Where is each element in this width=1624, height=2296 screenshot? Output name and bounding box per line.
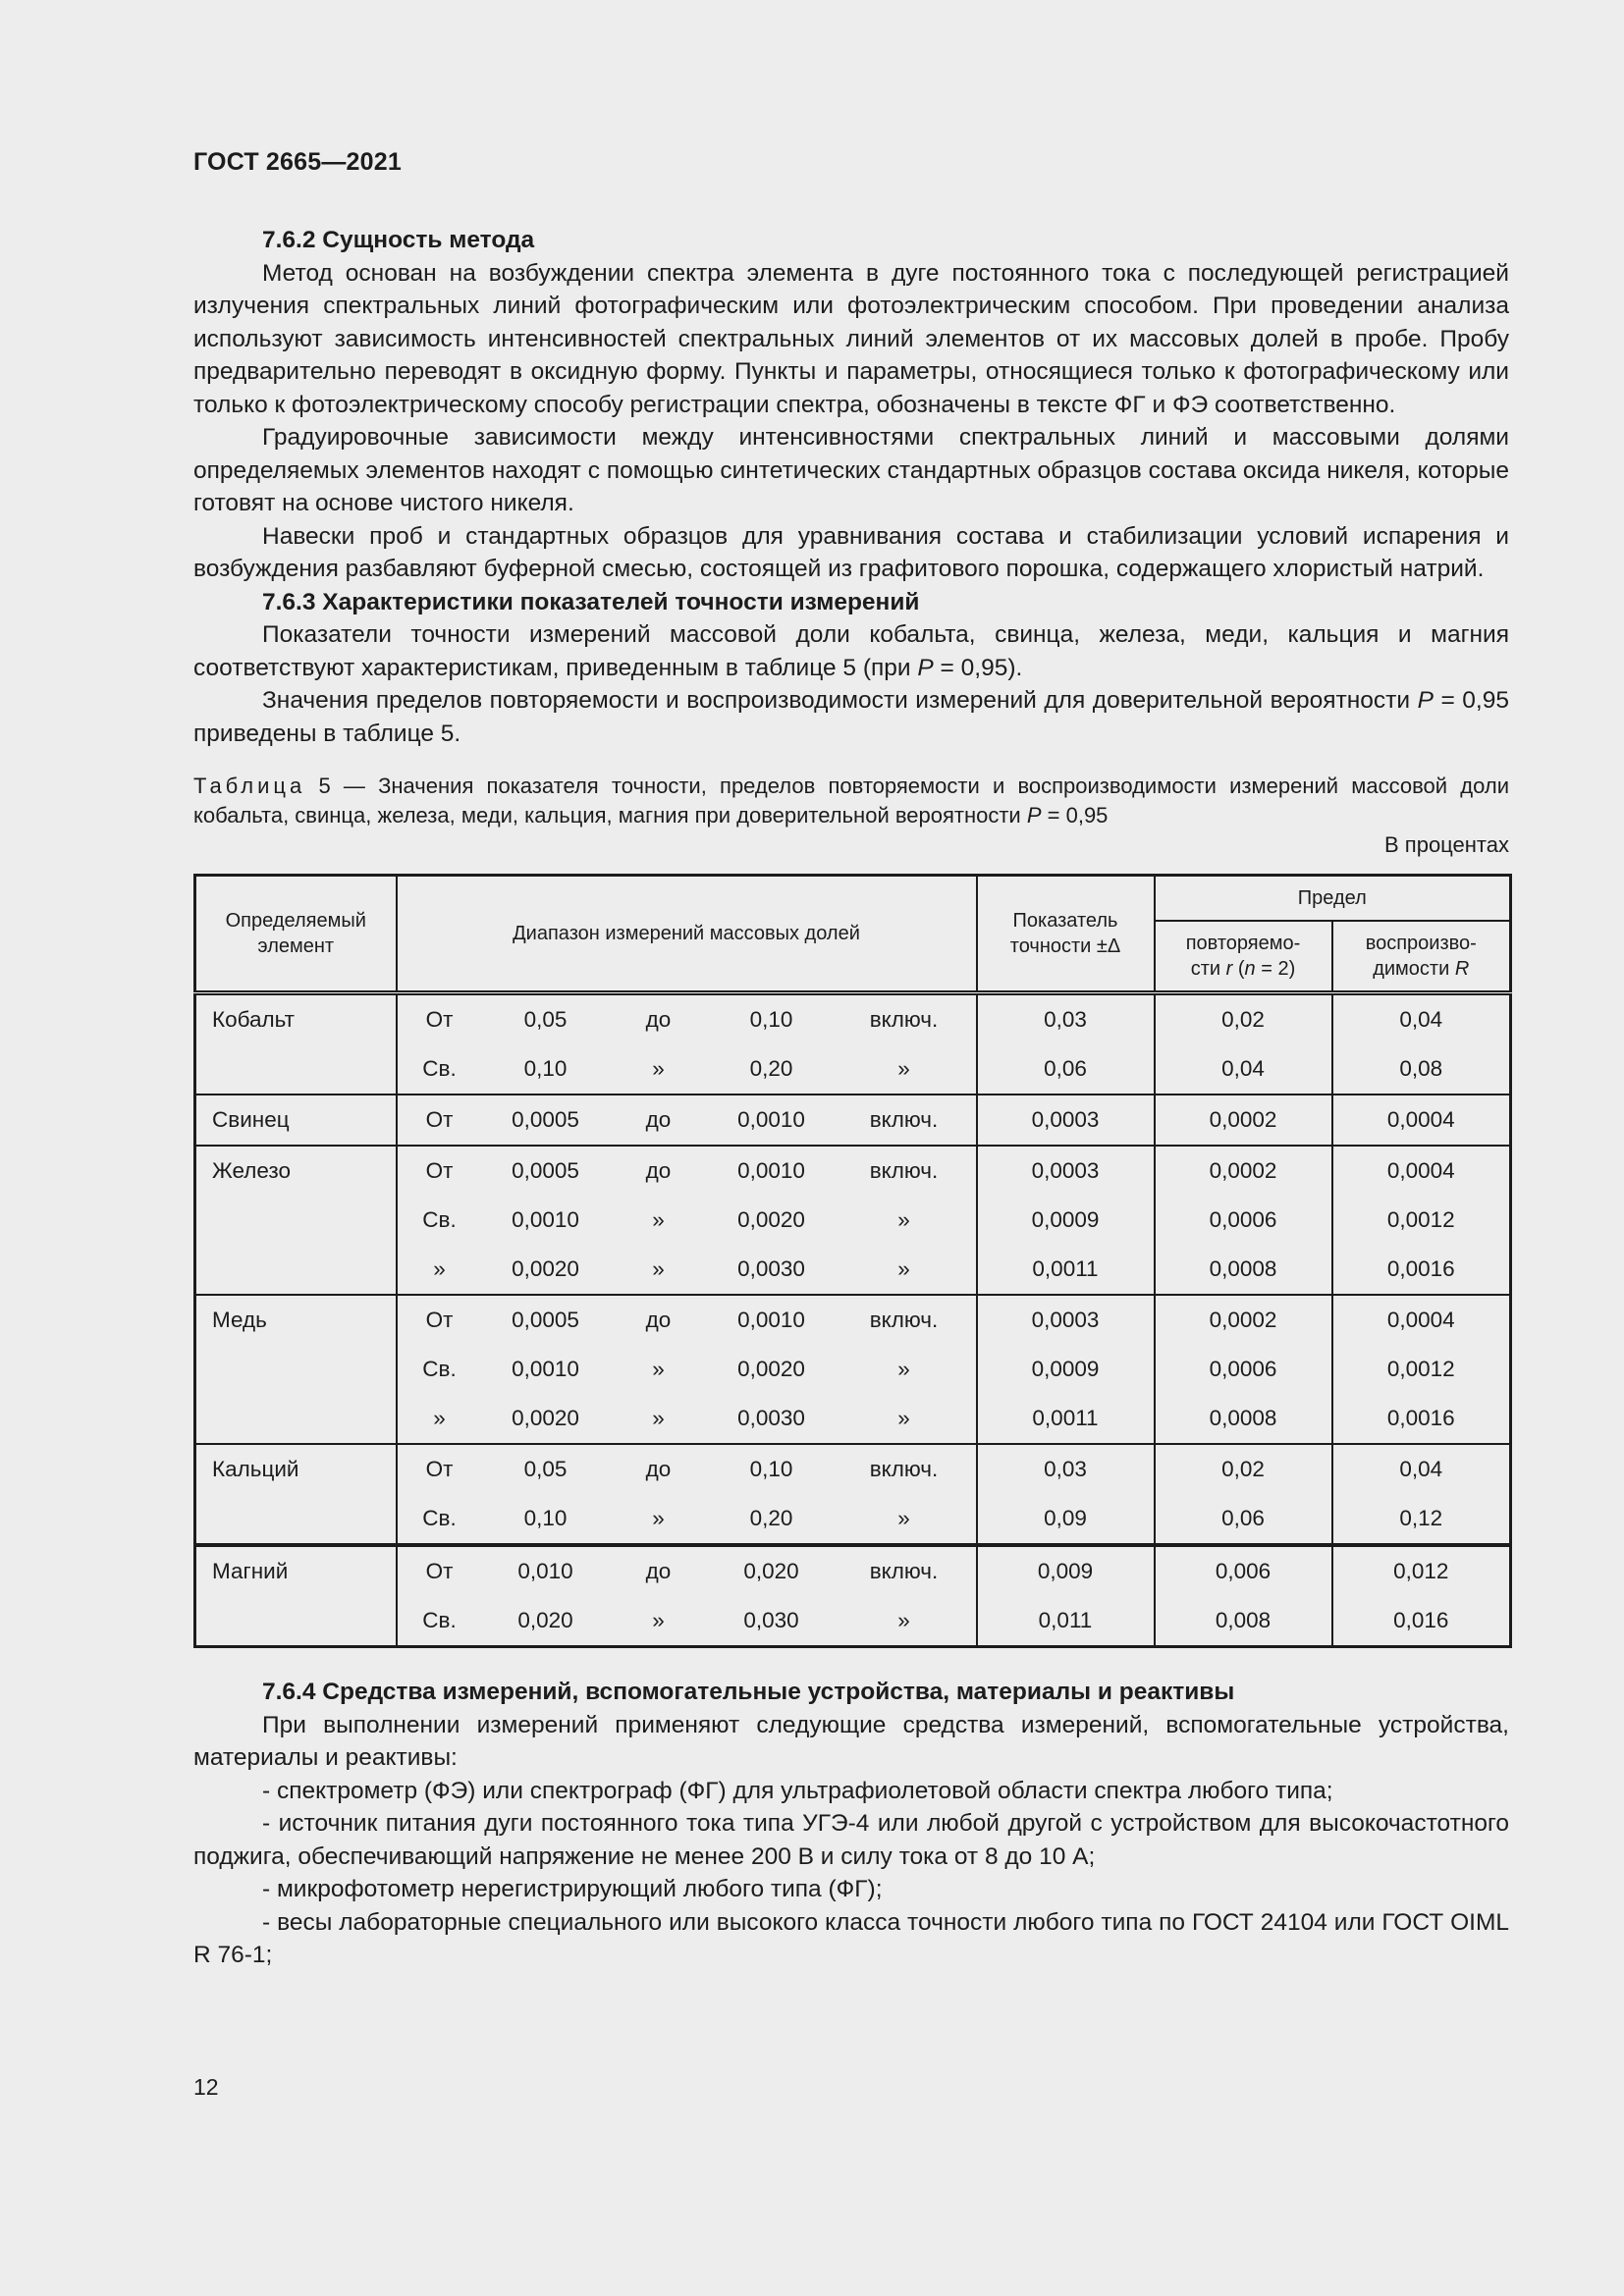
range-incl: »	[897, 1506, 910, 1530]
range-from: 0,0020	[512, 1256, 579, 1281]
caption-number: 5	[318, 774, 331, 798]
value: 0,03	[1044, 1007, 1087, 1032]
text: (	[1232, 958, 1245, 980]
value: 0,04	[1221, 1056, 1265, 1081]
variable: R	[1454, 958, 1470, 980]
value: 0,012	[1393, 1559, 1449, 1583]
value: 0,02	[1221, 1007, 1265, 1032]
range-incl: »	[897, 1406, 910, 1430]
value: 0,06	[1044, 1056, 1087, 1081]
range-from-word: Св.	[422, 1357, 457, 1381]
range-incl: включ.	[869, 1107, 939, 1132]
text: Показатели точности измерений массовой доли кобальта, свинца, железа, меди, кальция и магния соответствуют характеристикам, приведенным в таблице 5 (при	[193, 621, 1509, 681]
cell-element: Магний	[195, 1545, 397, 1647]
range-to: 0,10	[749, 1007, 793, 1032]
range-to: 0,20	[749, 1056, 793, 1081]
table-row-group	[195, 1444, 1511, 1545]
range-to-word: до	[645, 1559, 672, 1583]
range-to-word: »	[652, 1256, 665, 1281]
cell-range	[397, 1295, 977, 1444]
range-to-word: до	[645, 1457, 672, 1481]
value: 0,0008	[1209, 1406, 1277, 1430]
value: 0,06	[1221, 1506, 1265, 1530]
value: 0,0011	[1032, 1406, 1099, 1430]
range-to-word: »	[652, 1207, 665, 1232]
cell-accuracy	[977, 1444, 1155, 1545]
range-line	[398, 1245, 976, 1294]
text: воспроизво-	[1365, 933, 1477, 954]
range-from: 0,0005	[512, 1158, 579, 1183]
value: 0,0006	[1209, 1357, 1277, 1381]
range-from-word: »	[433, 1256, 446, 1281]
cell-accuracy	[977, 993, 1155, 1095]
running-title: ГОСТ 2665—2021	[193, 148, 402, 176]
range-to-word: »	[652, 1406, 665, 1430]
range-incl: »	[897, 1357, 910, 1381]
value: 0,08	[1399, 1056, 1443, 1081]
range-incl: »	[897, 1608, 910, 1632]
value: 0,04	[1399, 1007, 1443, 1032]
range-from: 0,10	[523, 1506, 568, 1530]
range-to: 0,030	[743, 1608, 799, 1632]
range-from-word: Св.	[422, 1056, 457, 1081]
range-from: 0,0020	[512, 1406, 579, 1430]
range-from: 0,0010	[512, 1207, 579, 1232]
cell-reproducibility	[1332, 993, 1511, 1095]
header-accuracy: Показатель точности ±Δ	[977, 876, 1155, 993]
value: 0,009	[1037, 1559, 1094, 1583]
section-heading-7-6-2: 7.6.2 Сущность метода	[262, 227, 535, 253]
list-item: - источник питания дуги постоянного тока типа УГЭ-4 или любой другой с устройством для высокочастотного поджига, обеспечивающий напряжение не менее 200 В и силу тока от 8 до 10 А;	[193, 1810, 1509, 1870]
range-line	[398, 1547, 976, 1596]
header-repeatability	[1155, 921, 1332, 993]
range-from: 0,05	[523, 1007, 568, 1032]
range-from: 0,05	[523, 1457, 568, 1481]
range-line	[398, 1196, 976, 1245]
header-element: Определяемый элемент	[195, 876, 397, 993]
cell-element: Свинец	[195, 1095, 397, 1146]
range-incl: включ.	[869, 1559, 939, 1583]
range-from: 0,020	[517, 1608, 573, 1632]
value: 0,0002	[1209, 1308, 1277, 1332]
value: 0,0016	[1386, 1256, 1455, 1281]
paragraph: Метод основан на возбуждении спектра элемента в дуге постоянного тока с последующей регистрацией излучения спектральных линий фотографическим или фотоэлектрическим способом. При проведении анализа используют зависимость интенсивностей спектральных линий элементов от их массовых долей в пробе. Пробу предварительно переводят в оксидную форму. Пункты и параметры, относящиеся только к фотографическому или только к фотоэлектрическому способу регистрации спектра, обозначены в тексте ФГ и ФЭ соответственно.	[193, 259, 1509, 418]
range-to-word: »	[652, 1357, 665, 1381]
value: 0,0002	[1209, 1107, 1277, 1132]
section-heading-7-6-3: 7.6.3 Характеристики показателей точности измерений	[262, 588, 920, 615]
cell-range	[397, 1545, 977, 1647]
cell-range	[397, 993, 977, 1095]
cell-repeatability	[1155, 1444, 1332, 1545]
cell-element: Медь	[195, 1295, 397, 1444]
range-line	[398, 1147, 976, 1196]
cell-element: Железо	[195, 1146, 397, 1295]
value: 0,04	[1399, 1457, 1443, 1481]
table-units: В процентах	[1384, 832, 1509, 857]
variable: P	[1026, 803, 1042, 828]
range-line	[398, 1345, 976, 1394]
variable: P	[1417, 687, 1434, 714]
value: 0,0006	[1209, 1207, 1277, 1232]
paragraph: Навески проб и стандартных образцов для уравнивания состава и стабилизации условий испарения и возбуждения разбавляют буферной смесью, состоящей из графитового порошка, содержащего хлористый натрий.	[193, 522, 1509, 582]
range-from-word: От	[425, 1559, 454, 1583]
variable: P	[917, 654, 934, 681]
cell-element: Кобальт	[195, 993, 397, 1095]
header-range: Диапазон измерений массовых долей	[397, 876, 977, 993]
range-from: 0,0005	[512, 1308, 579, 1332]
range-to: 0,0010	[737, 1107, 805, 1132]
range-incl: »	[897, 1256, 910, 1281]
value: 0,0011	[1032, 1256, 1099, 1281]
value: 0,0003	[1031, 1308, 1100, 1332]
table-caption	[193, 772, 1509, 830]
range-to-word: »	[652, 1608, 665, 1632]
range-from: 0,0005	[512, 1107, 579, 1132]
value: 0,02	[1221, 1457, 1265, 1481]
range-to: 0,0030	[737, 1406, 805, 1430]
value: 0,03	[1044, 1457, 1087, 1481]
range-line	[398, 1095, 976, 1145]
value: 0,09	[1044, 1506, 1087, 1530]
range-from-word: Св.	[422, 1506, 457, 1530]
cell-repeatability	[1155, 1295, 1332, 1444]
text: = 0,95).	[933, 654, 1023, 681]
table-row-group	[195, 993, 1511, 1095]
range-incl: включ.	[869, 1007, 939, 1032]
value: 0,0003	[1031, 1107, 1100, 1132]
paragraph: При выполнении измерений применяют следующие средства измерений, вспомогательные устройства, материалы и реактивы:	[193, 1711, 1509, 1771]
cell-repeatability	[1155, 1095, 1332, 1146]
range-from: 0,10	[523, 1056, 568, 1081]
cell-accuracy	[977, 1545, 1155, 1647]
list-item: - весы лабораторные специального или высокого класса точности любого типа по ГОСТ 24104 или ГОСТ OIML R 76-1;	[193, 1908, 1509, 1968]
range-from-word: От	[425, 1308, 454, 1332]
cell-repeatability	[1155, 1545, 1332, 1647]
value: 0,12	[1399, 1506, 1443, 1530]
cell-accuracy	[977, 1295, 1155, 1444]
table-row-group	[195, 1095, 1511, 1146]
value: 0,0016	[1386, 1406, 1455, 1430]
caption-tail: = 0,95	[1041, 803, 1109, 828]
table-row-group	[195, 1146, 1511, 1295]
cell-reproducibility	[1332, 1444, 1511, 1545]
header-reproducibility	[1332, 921, 1511, 993]
range-from-word: Св.	[422, 1207, 457, 1232]
range-line	[398, 1044, 976, 1094]
range-line	[398, 1296, 976, 1345]
paragraph	[193, 684, 1509, 750]
range-from-word: От	[425, 1457, 454, 1481]
value: 0,011	[1038, 1608, 1093, 1632]
table-body	[195, 993, 1511, 1647]
section-heading-7-6-4: 7.6.4 Средства измерений, вспомогательные устройства, материалы и реактивы	[262, 1679, 1235, 1705]
range-to: 0,0010	[737, 1158, 805, 1183]
range-to: 0,0010	[737, 1308, 805, 1332]
range-incl: включ.	[869, 1457, 939, 1481]
value: 0,0004	[1386, 1308, 1455, 1332]
page-number: 12	[193, 2074, 219, 2100]
range-to: 0,0030	[737, 1256, 805, 1281]
range-line	[398, 1494, 976, 1543]
paragraph	[193, 618, 1509, 684]
cell-element: Кальций	[195, 1444, 397, 1545]
range-to: 0,20	[749, 1506, 793, 1530]
value: 0,0008	[1209, 1256, 1277, 1281]
range-to-word: до	[645, 1007, 672, 1032]
cell-range	[397, 1146, 977, 1295]
range-to-word: до	[645, 1308, 672, 1332]
cell-reproducibility	[1332, 1545, 1511, 1647]
range-to: 0,0020	[737, 1357, 805, 1381]
table-row-group	[195, 1545, 1511, 1647]
cell-range	[397, 1095, 977, 1146]
value: 0,008	[1215, 1608, 1272, 1632]
range-to: 0,10	[749, 1457, 793, 1481]
range-from-word: »	[433, 1406, 446, 1430]
cell-range	[397, 1444, 977, 1545]
value: 0,0012	[1386, 1207, 1455, 1232]
page-content	[193, 224, 1509, 1972]
value: 0,0004	[1386, 1158, 1455, 1183]
variable: r	[1225, 958, 1233, 980]
value: 0,0009	[1031, 1207, 1100, 1232]
value: 0,0012	[1386, 1357, 1455, 1381]
text: = 2)	[1255, 958, 1296, 980]
range-from: 0,0010	[512, 1357, 579, 1381]
cell-repeatability	[1155, 1146, 1332, 1295]
range-from: 0,010	[517, 1559, 573, 1583]
range-to-word: до	[645, 1107, 672, 1132]
range-to: 0,020	[743, 1559, 799, 1583]
cell-accuracy	[977, 1146, 1155, 1295]
range-from-word: От	[425, 1158, 454, 1183]
table-row-group	[195, 1295, 1511, 1444]
value: 0,016	[1393, 1608, 1449, 1632]
range-incl: включ.	[869, 1158, 939, 1183]
range-incl: включ.	[869, 1308, 939, 1332]
variable: n	[1244, 958, 1256, 980]
value: 0,0002	[1209, 1158, 1277, 1183]
range-line	[398, 1445, 976, 1494]
text: Значения пределов повторяемости и воспроизводимости измерений для доверительной вероятности	[262, 687, 1418, 714]
text: сти	[1190, 958, 1226, 980]
cell-reproducibility	[1332, 1146, 1511, 1295]
header-limit: Предел	[1155, 876, 1511, 922]
text: повторяемо-	[1185, 933, 1301, 954]
range-to-word: »	[652, 1506, 665, 1530]
paragraph: Градуировочные зависимости между интенсивностями спектральных линий и массовыми долями определяемых элементов находят с помощью синтетических стандартных образцов состава оксида никеля, которые готовят на основе чистого никеля.	[193, 424, 1509, 516]
cell-reproducibility	[1332, 1095, 1511, 1146]
range-from-word: От	[425, 1107, 454, 1132]
value: 0,006	[1215, 1559, 1272, 1583]
range-to-word: до	[645, 1158, 672, 1183]
cell-reproducibility	[1332, 1295, 1511, 1444]
text: = 0,95 приведены в таблице 5.	[193, 687, 1509, 747]
range-line	[398, 1394, 976, 1443]
text: димости	[1373, 958, 1455, 980]
value: 0,0009	[1031, 1357, 1100, 1381]
list-item: - спектрометр (ФЭ) или спектрограф (ФГ) для ультрафиолетовой области спектра любого типа;	[262, 1777, 1333, 1804]
range-line	[398, 1596, 976, 1645]
list-item: - микрофотометр нерегистрирующий любого типа (ФГ);	[262, 1876, 883, 1902]
range-from-word: От	[425, 1007, 454, 1032]
value: 0,0004	[1386, 1107, 1455, 1132]
value: 0,0003	[1031, 1158, 1100, 1183]
range-incl: »	[897, 1056, 910, 1081]
range-incl: »	[897, 1207, 910, 1232]
cell-accuracy	[977, 1095, 1155, 1146]
caption-text: — Значения показателя точности, пределов повторяемости и воспроизводимости измерений массовой доли кобальта, свинца, железа, меди, кальция, магния при доверительной вероятности	[193, 774, 1509, 828]
range-to: 0,0020	[737, 1207, 805, 1232]
caption-label: Таблица	[193, 774, 306, 798]
cell-repeatability	[1155, 993, 1332, 1095]
range-to-word: »	[652, 1056, 665, 1081]
range-from-word: Св.	[422, 1608, 457, 1632]
table-5	[193, 874, 1512, 1648]
range-line	[398, 995, 976, 1044]
